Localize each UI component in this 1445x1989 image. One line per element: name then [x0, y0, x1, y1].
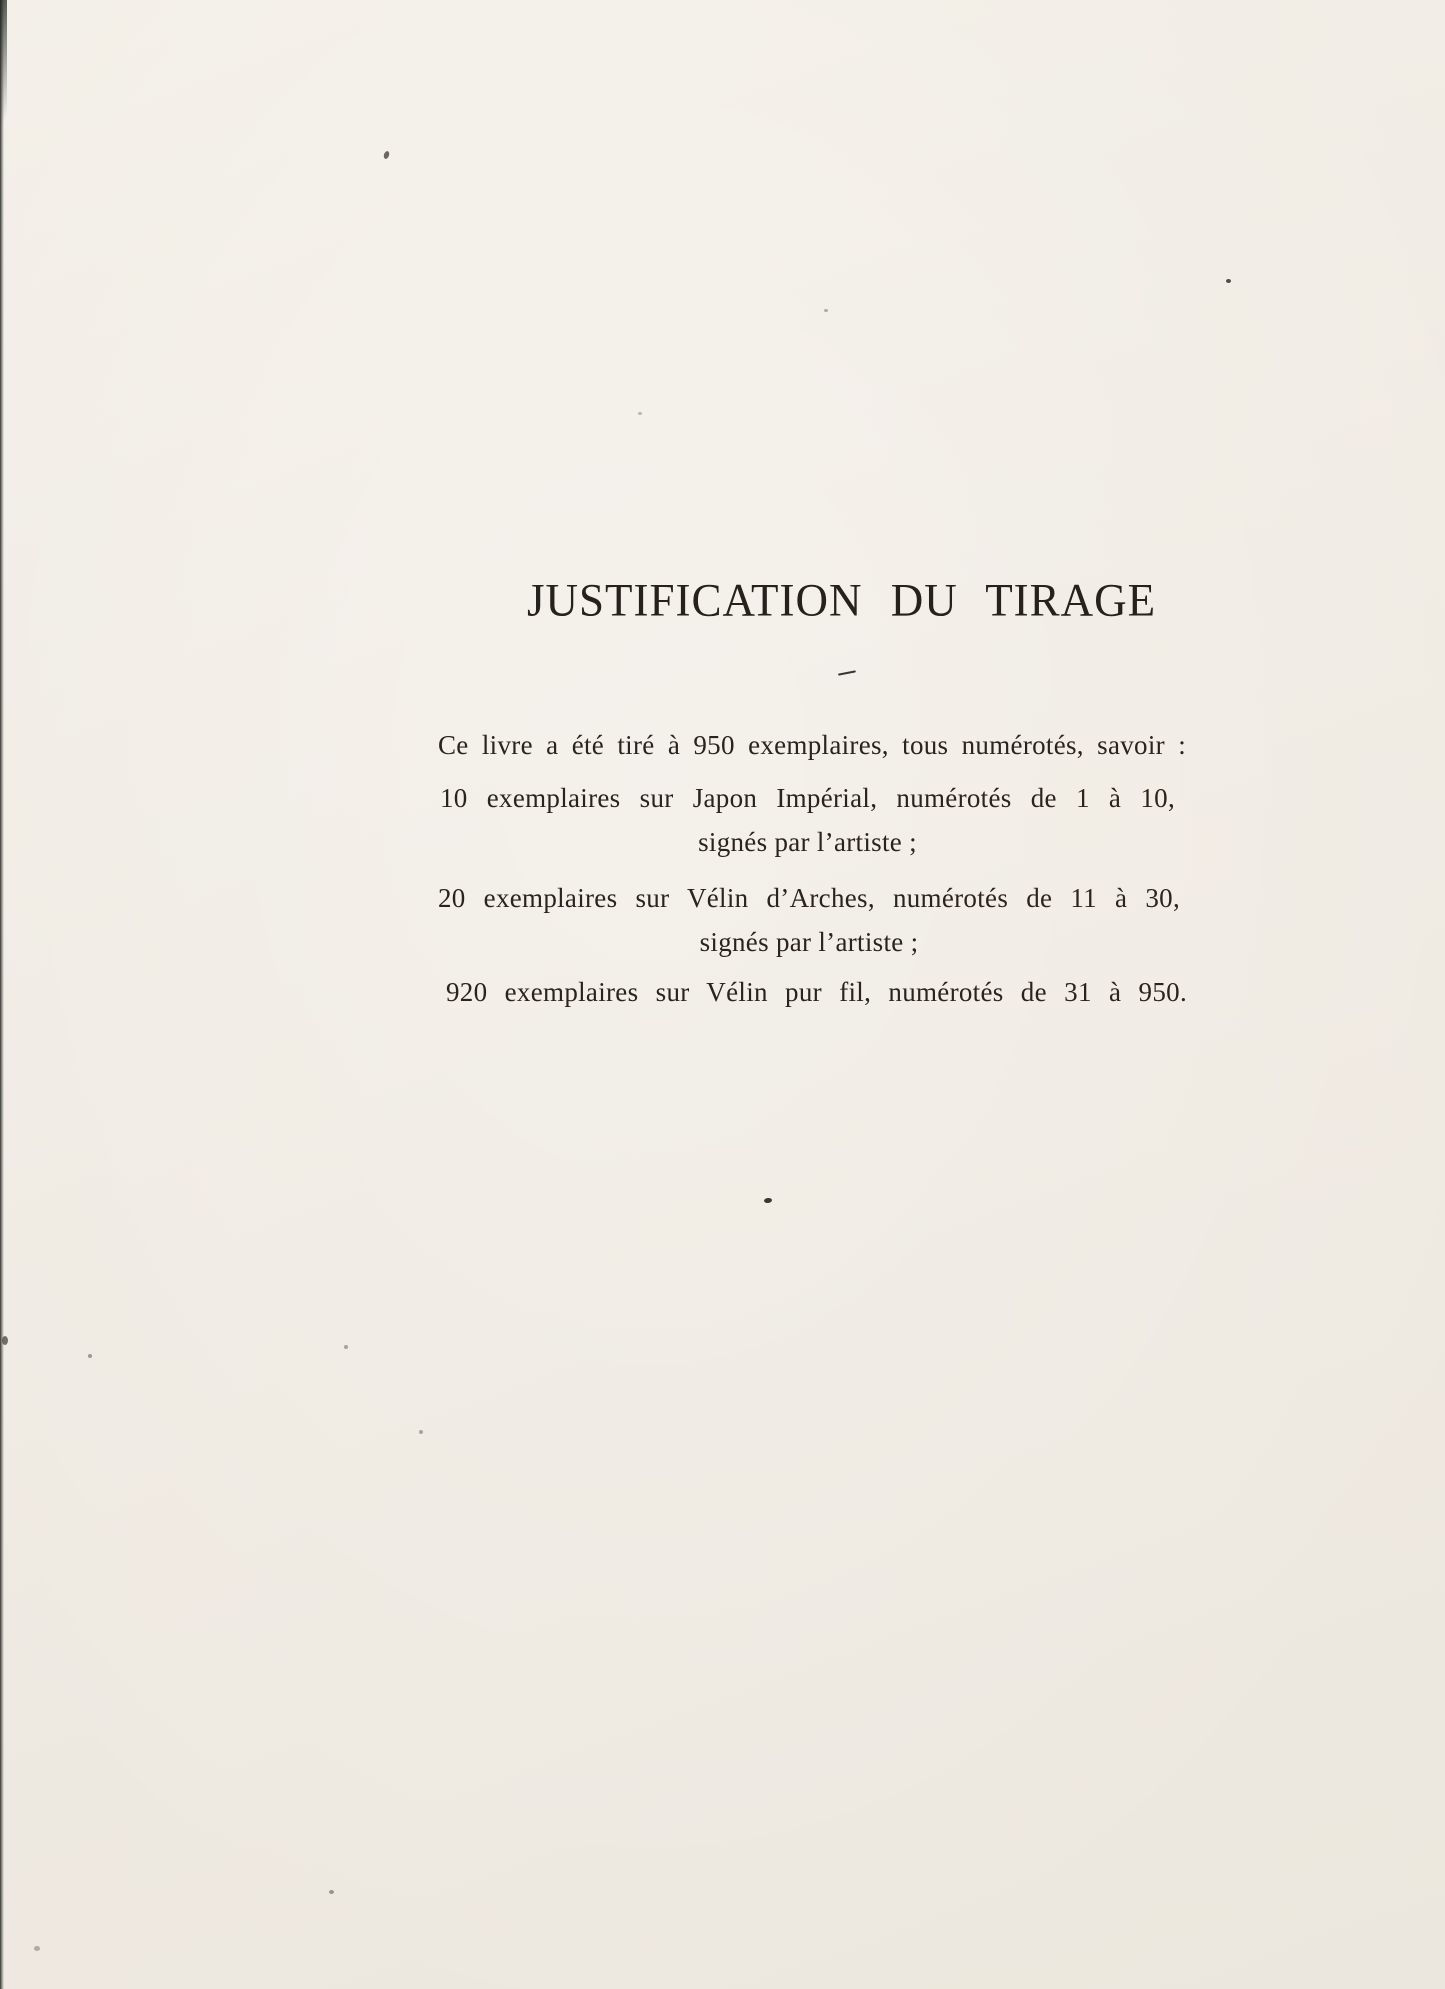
- scan-speck: [764, 1197, 773, 1203]
- scan-speck: [419, 1430, 423, 1434]
- limitation-signed-line-1: signés par l’artiste ;: [698, 827, 917, 857]
- scan-speck: [344, 1345, 348, 1349]
- scan-speck: [2, 1336, 8, 1345]
- scan-speck: [824, 309, 828, 312]
- scan-speck: [329, 1890, 334, 1894]
- limitation-velin-purfil-line: 920 exemplaires sur Vélin pur fil, numérotés de 31 à 950.: [446, 977, 1187, 1007]
- limitation-intro-line: Ce livre a été tiré à 950 exemplaires, tous numérotés, savoir :: [438, 730, 1186, 760]
- page-left-edge-shadow: [0, 0, 4, 1989]
- scan-speck: [638, 412, 642, 415]
- scan-speck: [1226, 279, 1231, 283]
- scan-speck: [34, 1946, 40, 1951]
- scan-speck: [383, 150, 390, 159]
- page-title: JUSTIFICATION DU TIRAGE: [527, 574, 1157, 626]
- limitation-signed-line-2: signés par l’artiste ;: [699, 927, 919, 957]
- limitation-velin-arches-line: 20 exemplaires sur Vélin d’Arches, numérotés de 11 à 30,: [438, 883, 1180, 913]
- title-ornament-dash: [838, 670, 856, 676]
- limitation-japon-line: 10 exemplaires sur Japon Impérial, numérotés de 1 à 10,: [440, 783, 1175, 813]
- scan-speck: [88, 1354, 92, 1358]
